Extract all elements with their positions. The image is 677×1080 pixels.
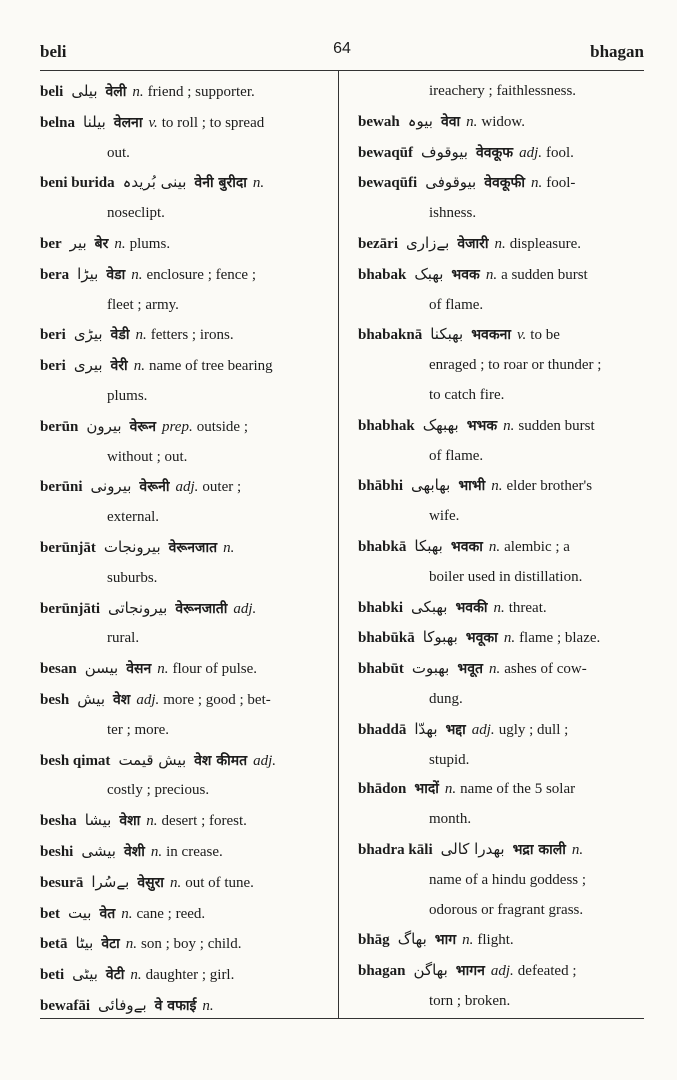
entry-urdu: بیر <box>69 233 87 252</box>
entry-headword: bet <box>40 905 60 922</box>
entry-line <box>358 260 646 291</box>
entry-line <box>40 806 332 837</box>
entry-continuation: fleet ; army. <box>107 296 179 313</box>
dictionary-entry <box>40 806 332 837</box>
entry-definition: flight. <box>477 932 514 949</box>
entry-definition: daughter ; girl. <box>145 967 235 984</box>
dictionary-entry <box>40 472 332 533</box>
entry-line <box>358 471 646 502</box>
entry-line <box>358 593 646 624</box>
entry-urdu: بیری <box>73 356 103 375</box>
entry-hindi: भद्दा <box>445 721 466 738</box>
entry-line <box>358 532 646 563</box>
entry-definition: out of tune. <box>185 874 254 891</box>
entry-definition: enclosure ; fence ; <box>146 266 257 283</box>
entry-headword: bhādon <box>358 781 407 798</box>
entry-urdu: بیش قیمت <box>118 750 187 769</box>
entry-hindi: वेरून <box>129 418 157 435</box>
entry-urdu: بینی بُریدہ <box>122 173 187 192</box>
entry-part-of-speech: n. <box>252 175 265 192</box>
entry-urdu: بھبھک <box>422 415 459 434</box>
guide-word-left: beli <box>40 42 67 61</box>
entry-continuation: costly ; precious. <box>107 782 210 799</box>
entry-hindi: वेली <box>105 84 127 100</box>
dictionary-entry <box>40 685 332 746</box>
entry-headword: bhabak <box>358 266 407 283</box>
entry-hindi: वेवकूफ <box>475 144 514 161</box>
dictionary-entry <box>40 929 332 960</box>
entry-continuation: odorous or fragrant grass. <box>429 901 584 918</box>
entry-urdu: بیوقوفی <box>425 173 477 192</box>
entry-part-of-speech: adj. <box>175 479 199 496</box>
dictionary-entry <box>358 532 646 593</box>
dictionary-entry <box>358 168 646 229</box>
page-number: 64 <box>333 40 351 57</box>
entry-part-of-speech: n. <box>503 417 515 434</box>
entry-definition: fool. <box>545 144 574 161</box>
entry-headword: bhagan <box>358 963 406 980</box>
entry-headword: betā <box>40 936 68 953</box>
entry-line <box>40 77 332 108</box>
entry-headword: berūni <box>40 479 83 496</box>
entry-continuation: out. <box>107 144 130 161</box>
entry-headword: bhabhak <box>358 417 415 434</box>
entry-headword: beri <box>40 358 66 375</box>
entry-continuation: name of a hindu goddess ; <box>429 871 587 888</box>
entry-part-of-speech: adj. <box>490 963 514 980</box>
entry-line <box>358 107 646 138</box>
entry-hindi: वेशा <box>119 813 141 830</box>
entry-hindi: वेटा <box>101 936 120 953</box>
dictionary-entry <box>40 868 332 899</box>
entry-urdu: بھبکنا <box>430 325 464 344</box>
entry-hindi: वेश <box>113 691 131 708</box>
entry-headword: bewafāi <box>40 997 90 1014</box>
entry-urdu: بیوہ <box>407 111 433 130</box>
entry-urdu: بیرونی <box>90 477 132 496</box>
entry-line <box>358 623 646 654</box>
entry-hindi: भभक <box>466 417 498 434</box>
entry-line <box>40 412 332 443</box>
entry-part-of-speech: n. <box>503 630 516 647</box>
entry-part-of-speech: n. <box>485 266 498 283</box>
entry-part-of-speech: n. <box>133 358 145 375</box>
entry-line <box>40 168 332 199</box>
entry-headword: bhadra kāli <box>358 841 433 858</box>
entry-continuation: stupid. <box>429 751 470 768</box>
entry-urdu: بھبکا <box>414 536 443 555</box>
entry-hindi: भाग <box>434 932 457 949</box>
entry-definition: outer ; <box>202 479 242 496</box>
entry-line <box>358 775 646 805</box>
entry-hindi: भागन <box>455 963 485 980</box>
entry-headword: beri <box>40 327 66 344</box>
entry-part-of-speech: n. <box>114 235 126 252</box>
entry-definition: friend ; supporter. <box>147 84 255 100</box>
entry-part-of-speech: n. <box>121 905 133 922</box>
entry-line <box>40 837 332 868</box>
entry-headword: beli <box>40 84 64 100</box>
entry-hindi: भवक <box>451 266 480 283</box>
dictionary-entry <box>358 229 646 260</box>
entry-line <box>358 715 646 746</box>
entry-continuation: ter ; more. <box>107 721 170 738</box>
entry-part-of-speech: n. <box>488 538 501 555</box>
dictionary-entry <box>40 260 332 321</box>
entry-headword: bhābhi <box>358 478 404 495</box>
entry-continuation: ishness. <box>429 205 477 222</box>
entry-hindi: वेरूनजाती <box>175 600 228 617</box>
entry-line <box>358 411 646 442</box>
entry-definition: outside ; <box>196 418 248 435</box>
entry-urdu: بیت <box>68 903 92 922</box>
entry-part-of-speech: n. <box>466 113 478 130</box>
entry-part-of-speech: n. <box>130 967 142 984</box>
entry-headword: berūnjāti <box>40 600 100 617</box>
entry-urdu: بھاگن <box>413 961 448 980</box>
entry-line <box>358 138 646 169</box>
entry-urdu: بھاگ <box>397 930 427 949</box>
dictionary-entry <box>40 960 332 991</box>
entry-continuation: to catch fire. <box>429 386 505 403</box>
entry-definition: alembic ; a <box>504 538 570 555</box>
entry-line <box>40 685 332 716</box>
entry-urdu: بھدرا کالی <box>440 839 505 858</box>
entry-continuation: of flame. <box>429 296 484 313</box>
entry-line <box>40 960 332 991</box>
entry-headword: bhaddā <box>358 721 407 738</box>
entry-urdu: بیڑا <box>77 264 99 283</box>
dictionary-entry <box>358 260 646 321</box>
entry-line <box>40 229 332 260</box>
entry-part-of-speech: n. <box>223 539 235 556</box>
column-divider <box>338 70 339 1018</box>
entry-part-of-speech: n. <box>491 478 503 495</box>
entry-urdu: بیڑی <box>73 325 103 344</box>
entry-urdu: بیرونجات <box>103 537 161 556</box>
dictionary-entry <box>358 471 646 532</box>
entry-part-of-speech: n. <box>493 599 505 616</box>
entry-definition: elder brother's <box>506 478 593 495</box>
entry-headword: ber <box>40 235 62 252</box>
entry-headword: besha <box>40 813 77 830</box>
entry-part-of-speech: n. <box>169 874 182 891</box>
dictionary-entry <box>40 351 332 412</box>
entry-continuation: torn ; broken. <box>429 992 511 1009</box>
entry-headword: bhabki <box>358 599 404 616</box>
entry-headword: bewah <box>358 113 400 130</box>
entry-continuation: suburbs. <box>107 569 158 586</box>
dictionary-entry <box>358 320 646 410</box>
dictionary-entry <box>358 623 646 654</box>
entry-continuation: month. <box>429 811 472 828</box>
entry-headword: bhabkā <box>358 538 407 555</box>
dictionary-entry <box>40 108 332 169</box>
entry-definition: name of tree bearing <box>148 358 273 375</box>
entry-urdu: بیش <box>77 689 106 708</box>
entry-part-of-speech: n. <box>488 661 501 678</box>
entry-headword: bewaqūf <box>358 144 414 161</box>
entry-continuation: plums. <box>107 387 148 404</box>
entry-line <box>40 108 332 139</box>
dictionary-entry <box>40 412 332 473</box>
entry-hindi: वेटी <box>105 967 125 984</box>
entry-hindi: वेजारी <box>457 235 489 252</box>
entry-headword: bezāri <box>358 235 398 252</box>
entry-line <box>358 925 646 956</box>
entry-urdu: بھبوکا <box>422 628 458 647</box>
dictionary-entry <box>358 925 646 956</box>
entry-hindi: वेशी <box>123 843 145 860</box>
entry-urdu: بیٹی <box>72 965 98 984</box>
entry-urdu: بےوفائی <box>98 995 147 1014</box>
entry-definition: ugly ; dull ; <box>498 721 569 738</box>
entry-line <box>358 835 646 866</box>
dictionary-entry <box>358 411 646 472</box>
entry-hindi: वेसन <box>126 661 152 678</box>
dictionary-entry <box>40 837 332 868</box>
top-rule <box>40 70 644 71</box>
entry-part-of-speech: n. <box>530 175 543 192</box>
entry-urdu: بیٹا <box>75 934 94 953</box>
entry-hindi: भाभी <box>458 478 486 495</box>
dictionary-entry <box>40 991 332 1022</box>
dictionary-entry <box>40 594 332 655</box>
entry-definition: son ; boy ; child. <box>141 936 242 953</box>
entry-line <box>40 868 332 899</box>
entry-hindi: वेरूनजात <box>168 539 218 556</box>
entry-definition: desert ; forest. <box>161 813 247 830</box>
entry-part-of-speech: adj. <box>471 721 495 738</box>
entry-headword: bhabūkā <box>358 630 415 647</box>
entry-definition: more ; good ; bet- <box>163 691 271 708</box>
entry-headword: besan <box>40 661 77 678</box>
entry-hindi: वेवा <box>440 113 461 130</box>
entry-hindi: वेश कीमत <box>194 752 248 769</box>
entry-part-of-speech: n. <box>135 327 147 344</box>
entry-hindi: भवकना <box>471 327 511 344</box>
dictionary-entry <box>40 77 332 108</box>
entry-part-of-speech: n. <box>125 936 138 953</box>
entry-urdu: بیسن <box>84 659 119 678</box>
entry-hindi: भादों <box>414 781 439 798</box>
entry-line <box>40 929 332 960</box>
entry-headword: beti <box>40 967 65 984</box>
entry-line <box>40 472 332 503</box>
entry-continuation: noseclipt. <box>107 205 165 222</box>
page-header <box>40 38 644 68</box>
dictionary-entry <box>358 654 646 715</box>
entry-hindi: वेत <box>99 905 116 922</box>
entry-headword: berūnjāt <box>40 539 96 556</box>
entry-hindi: भद्रा काली <box>512 841 566 858</box>
entry-part-of-speech: v. <box>517 327 527 344</box>
entry-line <box>40 320 332 351</box>
entry-part-of-speech: adj. <box>233 600 257 617</box>
entry-hindi: भवूका <box>465 630 498 647</box>
entry-urdu: بیرون <box>86 416 122 435</box>
entry-continuation: without ; out. <box>107 448 188 465</box>
entry-continuation: enraged ; to roar or thunder ; <box>429 357 602 374</box>
entry-hindi: वेनी बुरीदा <box>194 175 247 192</box>
dictionary-entry <box>358 775 646 835</box>
entry-headword: besh <box>40 691 70 708</box>
entry-definition: cane ; reed. <box>136 905 206 922</box>
entry-urdu: بیلنا <box>83 112 106 131</box>
entry-hindi: वेलना <box>113 114 143 131</box>
entry-hindi: बेर <box>94 235 109 252</box>
entry-urdu: بےزاری <box>405 233 450 252</box>
entry-hindi: भवूत <box>457 661 483 678</box>
entry-line <box>358 168 646 199</box>
entry-part-of-speech: prep. <box>162 418 193 435</box>
entry-urdu: بھدّا <box>414 719 438 738</box>
entry-continuation: rural. <box>107 630 140 647</box>
dictionary-entry <box>40 746 332 807</box>
entry-line <box>40 746 332 777</box>
entry-headword: bhabaknā <box>358 327 423 344</box>
entry-continuation: external. <box>107 509 160 526</box>
dictionary-entry <box>40 229 332 260</box>
entry-definition: ashes of cow- <box>504 661 587 678</box>
entry-definition: threat. <box>508 599 547 616</box>
entry-definition: flame ; blaze. <box>519 630 601 647</box>
entry-continuation: dung. <box>429 690 463 707</box>
entry-line <box>358 956 646 987</box>
entry-continuation: of flame. <box>429 447 484 464</box>
entry-urdu: بھابھی <box>411 476 451 495</box>
entry-urdu: بیشی <box>81 841 116 860</box>
entry-part-of-speech: v. <box>148 114 158 131</box>
entry-urdu: بھبوت <box>411 659 450 678</box>
entry-part-of-speech: n. <box>494 235 506 252</box>
dictionary-entry <box>358 77 646 107</box>
entry-urdu: بیوقوف <box>421 142 468 161</box>
entry-hindi: वेडी <box>110 327 130 344</box>
entry-headword: bewaqūfi <box>358 175 418 192</box>
dictionary-entry <box>358 593 646 624</box>
entry-headword: bhabūt <box>358 661 404 678</box>
entry-headword: beshi <box>40 843 74 860</box>
entry-hindi: वेवकूफी <box>484 175 525 192</box>
entry-line <box>40 991 332 1022</box>
entry-part-of-speech: n. <box>571 841 584 858</box>
entry-definition: name of the 5 solar <box>460 781 576 798</box>
entry-continuation: boiler used in distillation. <box>429 568 583 585</box>
entry-hindi: भवकी <box>455 599 488 616</box>
entry-hindi: वेरी <box>110 358 128 375</box>
entry-urdu: بےسُرا <box>91 872 130 891</box>
entry-part-of-speech: n. <box>157 661 169 678</box>
entry-line <box>40 260 332 291</box>
entry-headword: besurā <box>40 874 84 891</box>
entry-hindi: वेडा <box>106 266 126 283</box>
entry-part-of-speech: n. <box>202 997 214 1014</box>
entry-headword: bera <box>40 266 70 283</box>
entry-part-of-speech: adj. <box>519 144 542 161</box>
entry-line <box>40 899 332 930</box>
entry-definition: to be <box>530 327 560 344</box>
entry-hindi: भवका <box>450 538 483 555</box>
dictionary-entry <box>40 533 332 594</box>
entry-definition: displeasure. <box>509 235 581 252</box>
dictionary-entry <box>358 107 646 138</box>
dictionary-entry <box>358 956 646 1017</box>
entry-continuation: wife. <box>429 508 460 525</box>
dictionary-entry <box>358 138 646 169</box>
entry-hindi: वेरूनी <box>139 479 170 496</box>
dictionary-entry <box>40 654 332 685</box>
entry-definition: fetters ; irons. <box>150 327 234 344</box>
entry-hindi: वे वफाई <box>154 997 197 1014</box>
entry-definition: plums. <box>129 235 171 252</box>
dictionary-entry <box>358 715 646 776</box>
dictionary-entry <box>358 835 646 925</box>
entry-part-of-speech: n. <box>150 843 163 860</box>
entry-headword: beni burida <box>40 175 115 192</box>
entry-line <box>358 654 646 685</box>
entry-part-of-speech: n. <box>146 813 158 830</box>
entry-line <box>358 320 646 351</box>
entry-definition: widow. <box>481 113 525 130</box>
entry-definition: flour of pulse. <box>172 661 258 678</box>
entry-definition: fool- <box>546 175 576 192</box>
entry-hindi: वेसुरा <box>137 874 164 891</box>
entry-definition: defeated ; <box>517 963 577 980</box>
right-column <box>358 77 646 1017</box>
entry-definition: sudden burst <box>518 417 595 434</box>
entry-line <box>40 351 332 382</box>
entry-urdu: بیرونجاتی <box>108 598 168 617</box>
entry-part-of-speech: n. <box>444 781 457 798</box>
entry-headword: bhāg <box>358 932 390 949</box>
entry-definition: in crease. <box>166 843 223 860</box>
left-column <box>40 77 332 1022</box>
entry-definition: a sudden burst <box>501 266 588 283</box>
entry-urdu: بھبک <box>414 264 444 283</box>
guide-word-right: bhagan <box>590 42 644 61</box>
dictionary-entry <box>40 168 332 229</box>
entry-part-of-speech: n. <box>131 266 143 283</box>
entry-part-of-speech: n. <box>132 84 144 100</box>
entry-part-of-speech: adj. <box>253 752 276 769</box>
entry-urdu: بیلی <box>71 82 98 100</box>
entry-urdu: بھبکی <box>411 597 448 616</box>
entry-definition: to roll ; to spread <box>161 114 265 131</box>
entry-continuation: ireachery ; faithlessness. <box>429 83 577 99</box>
entry-part-of-speech: n. <box>462 932 474 949</box>
entry-line <box>40 594 332 625</box>
entry-part-of-speech: adj. <box>136 691 160 708</box>
dictionary-entry <box>40 320 332 351</box>
entry-line <box>40 654 332 685</box>
entry-headword: berūn <box>40 418 79 435</box>
entry-line <box>40 533 332 564</box>
dictionary-entry <box>40 899 332 930</box>
entry-line <box>358 229 646 260</box>
entry-headword: belna <box>40 114 76 131</box>
entry-urdu: بیشا <box>84 811 112 830</box>
entry-headword: besh qimat <box>40 752 111 769</box>
